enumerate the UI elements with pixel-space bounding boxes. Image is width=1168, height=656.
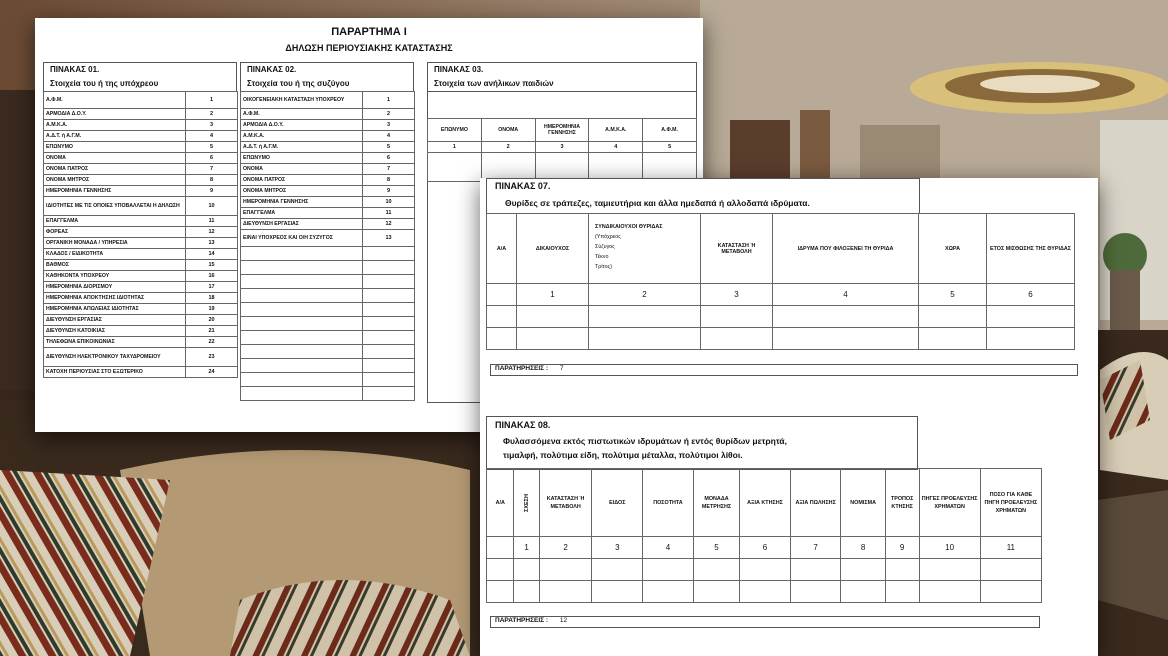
table-row [241,219,415,230]
table-row [241,186,415,197]
table01-row-label: ΟΝΟΜΑ ΠΑΤΡΟΣ [44,164,186,175]
table-row [241,120,415,131]
table02-row-label: Α.Μ.Κ.Α. [241,131,363,142]
table03-col-num: 3 [535,142,589,153]
table03-col-num: 1 [428,142,482,153]
table-row [44,227,238,238]
document-sheet-tables [480,178,1098,656]
table-row [44,142,238,153]
table03-code: ΠΙΝΑΚΑΣ 03. [434,65,484,74]
table07-coholder-sub: Τρίτος) [595,264,613,270]
table08-col-num: 1 [514,537,539,559]
table08-col-header: ΠΟΣΟ ΓΙΑ ΚΑΘΕ ΠΗΓΗ ΠΡΟΕΛΕΥΣΗΣ ΧΡΗΜΑΤΩΝ [980,469,1041,537]
table01-row-num: 9 [186,186,238,197]
table01-row-num: 10 [186,197,238,216]
table-row [44,92,238,109]
table01-row-label: ΗΜΕΡΟΜΗΝΙΑ ΑΠΟΚΤΗΣΗΣ ΙΔΙΟΤΗΤΑΣ [44,293,186,304]
table02-row-num: 2 [363,109,415,120]
table07-remarks-num: 7 [559,365,564,372]
table01-title: Στοιχεία του ή της υπόχρεου [50,79,159,88]
table02-row-num: 10 [363,197,415,208]
table-row [44,197,238,216]
table08-col-header: ΑΞΙΑ ΚΤΗΣΗΣ [740,469,791,537]
table02-row-label: ΗΜΕΡΟΜΗΝΙΑ ΓΕΝΝΗΣΗΣ [241,197,363,208]
table01-row-num: 23 [186,348,238,367]
table02-row-label: ΑΡΜΟΔΙΑ Δ.Ο.Υ. [241,120,363,131]
table02-row-num: 7 [363,164,415,175]
table02-row-label: Α.Φ.Μ. [241,109,363,120]
table03 [427,118,697,182]
table03-col-num: 5 [643,142,697,153]
table07-remarks-label: ΠΑΡΑΤΗΡΗΣΕΙΣ : [495,365,549,372]
table01-row-num: 24 [186,367,238,378]
table01-row-label: ΟΝΟΜΑ ΜΗΤΡΟΣ [44,175,186,186]
table01-row-label: ΙΔΙΟΤΗΤΕΣ ΜΕ ΤΙΣ ΟΠΟΙΕΣ ΥΠΟΒΑΛΛΕΤΑΙ Η ΔΗΛΩΣΗ [44,197,186,216]
table01-row-num: 11 [186,216,238,227]
table01-code: ΠΙΝΑΚΑΣ 01. [50,65,100,74]
table08 [486,468,1042,603]
table08-col-num: 8 [841,537,885,559]
table-row [241,109,415,120]
table01-row-num: 12 [186,227,238,238]
table01-row-label: ΕΠΑΓΓΕΛΜΑ [44,216,186,227]
table01-row-num: 21 [186,326,238,337]
table03-col-header: ΗΜΕΡΟΜΗΝΙΑ ΓΕΝΝΗΣΗΣ [535,119,589,142]
table08-col-num: 3 [592,537,643,559]
table03-col-header: Α.Φ.Μ. [643,119,697,142]
table01-row-label: Α.Μ.Κ.Α. [44,120,186,131]
table08-header [486,416,918,470]
table07-col-country: ΧΩΡΑ [919,214,987,284]
table-row [44,315,238,326]
table08-title-line1: Φυλασσόμενα εκτός πιστωτικών ιδρυμάτων ή εντός θυρίδων μετρητά, [503,436,788,446]
table-row [44,109,238,120]
table08-col-num: 10 [919,537,980,559]
table07-coholder-sub: Τέκνο [595,254,609,260]
document-title: ΠΑΡΑΡΤΗΜΑ Ι [331,26,407,38]
table01-row-label: ΟΡΓΑΝΙΚΗ ΜΟΝΑΔΑ / ΥΠΗΡΕΣΙΑ [44,238,186,249]
table07-col-num: 6 [987,284,1075,306]
table08-code: ΠΙΝΑΚΑΣ 08. [495,420,551,430]
table08-col-num: 4 [643,537,694,559]
table01-row-num: 14 [186,249,238,260]
document-subtitle: ΔΗΛΩΣΗ ΠΕΡΙΟΥΣΙΑΚΗΣ ΚΑΤΑΣΤΑΣΗΣ [285,43,453,53]
table02-row-num: 4 [363,131,415,142]
table-row [44,304,238,315]
table08-col-header: ΑΞΙΑ ΠΩΛΗΣΗΣ [790,469,841,537]
table02-block [240,62,414,401]
table01-header [43,62,237,91]
table01-block [43,62,237,378]
table07-col-holder: ΔΙΚΑΙΟΥΧΟΣ [517,214,589,284]
table-row [241,197,415,208]
table07-col-num: 2 [589,284,701,306]
table07-coholder-sub: (Υπόχρεος [595,234,621,240]
table-row [241,142,415,153]
table01-row-num: 22 [186,337,238,348]
table01-row-label: ΦΟΡΕΑΣ [44,227,186,238]
table01-row-num: 7 [186,164,238,175]
table02-row-num: 1 [363,92,415,109]
table02-row-label: ΟΝΟΜΑ ΜΗΤΡΟΣ [241,186,363,197]
table02-row-num: 9 [363,186,415,197]
table-row [44,282,238,293]
table08-remarks-label: ΠΑΡΑΤΗΡΗΣΕΙΣ : [495,617,549,624]
table01 [43,91,238,378]
table03-col-header: ΕΠΩΝΥΜΟ [428,119,482,142]
table01-row-label: ΔΙΕΥΘΥΝΣΗ ΗΛΕΚΤΡΟΝΙΚΟΥ ΤΑΧΥΔΡΟΜΕΙΟΥ [44,348,186,367]
table01-row-num: 13 [186,238,238,249]
table01-row-label: ΗΜΕΡΟΜΗΝΙΑ ΔΙΟΡΙΣΜΟΥ [44,282,186,293]
table02-row-label: ΔΙΕΥΘΥΝΣΗ ΕΡΓΑΣΙΑΣ [241,219,363,230]
table-row [241,92,415,109]
table08-col-header: ΠΗΓΕΣ ΠΡΟΕΛΕΥΣΗΣ ΧΡΗΜΑΤΩΝ [919,469,980,537]
table02-row-label: ΟΝΟΜΑ ΠΑΤΡΟΣ [241,175,363,186]
table02-row-label: ΟΙΚΟΓΕΝΕΙΑΚΗ ΚΑΤΑΣΤΑΣΗ ΥΠΟΧΡΕΟΥ [241,92,363,109]
table02-row-num: 11 [363,208,415,219]
table08-col-relation [514,469,539,537]
table-row [44,175,238,186]
table08-remarks [490,616,1040,628]
table01-row-num: 4 [186,131,238,142]
table08-col-header: ΕΙΔΟΣ [592,469,643,537]
table07 [486,213,1075,350]
table-row [44,153,238,164]
table08-col-num: 9 [885,537,919,559]
table08-col-num: 6 [740,537,791,559]
table02-row-num: 3 [363,120,415,131]
table07-col-lease-year: ΕΤΟΣ ΜΙΣΘΩΣΗΣ ΤΗΣ ΘΥΡΙΔΑΣ [987,214,1075,284]
table02-title: Στοιχεία του ή της συζύγου [247,79,350,88]
table02-header [240,62,414,91]
table01-row-num: 8 [186,175,238,186]
table07-code: ΠΙΝΑΚΑΣ 07. [495,181,551,191]
table-row [44,271,238,282]
table03-col-num: 2 [481,142,535,153]
table01-row-label: ΤΗΛΕΦΩΝΑ ΕΠΙΚΟΙΝΩΝΙΑΣ [44,337,186,348]
table01-row-label: ΑΡΜΟΔΙΑ Δ.Ο.Υ. [44,109,186,120]
table02-row-label: ΟΝΟΜΑ [241,164,363,175]
table07-coholders-label: ΣΥΝΔΙΚΑΙΟΥΧΟΙ ΘΥΡΙΔΑΣ [595,224,663,230]
table07-col-num: 4 [773,284,919,306]
table-row [44,186,238,197]
table07-coholder-sub: Σύζυγος [595,244,615,250]
table08-col-num: 7 [790,537,841,559]
table07-col-num: 5 [919,284,987,306]
table08-col-header: ΜΟΝΑΔΑ ΜΕΤΡΗΣΗΣ [693,469,739,537]
table-row [44,131,238,142]
table01-row-num: 18 [186,293,238,304]
table01-row-label: ΚΑΤΟΧΗ ΠΕΡΙΟΥΣΙΑΣ ΣΤΟ ΕΞΩΤΕΡΙΚΟ [44,367,186,378]
table01-row-label: ΟΝΟΜΑ [44,153,186,164]
table-row [44,348,238,367]
table01-row-num: 1 [186,92,238,109]
table-row [241,175,415,186]
table07-col-aa: Α/Α [487,214,517,284]
table-row [44,238,238,249]
table01-row-label: ΚΛΑΔΟΣ / ΕΙΔΙΚΟΤΗΤΑ [44,249,186,260]
table08-relation-label: ΣΧΕΣΗ [523,493,530,512]
table08-col-num: 5 [693,537,739,559]
table08-col-header: ΤΡΟΠΟΣ ΚΤΗΣΗΣ [885,469,919,537]
table-row [44,164,238,175]
table02-row-label: ΕΠΑΓΓΕΛΜΑ [241,208,363,219]
table01-row-label: ΚΑΘΗΚΟΝΤΑ ΥΠΟΧΡΕΟΥ [44,271,186,282]
table-row [44,260,238,271]
table08-col-header: ΠΟΣΟΤΗΤΑ [643,469,694,537]
table07-col-num: 3 [701,284,773,306]
table08-col-header: ΝΟΜΙΣΜΑ [841,469,885,537]
table-row [44,120,238,131]
table08-col-num: 11 [980,537,1041,559]
table01-row-label: ΔΙΕΥΘΥΝΣΗ ΚΑΤΟΙΚΙΑΣ [44,326,186,337]
table07-col-num: 1 [517,284,589,306]
table-row [44,367,238,378]
table02-row-num: 12 [363,219,415,230]
table02-code: ΠΙΝΑΚΑΣ 02. [247,65,297,74]
table-row [241,164,415,175]
table01-row-num: 5 [186,142,238,153]
table03-col-header: Α.Μ.Κ.Α. [589,119,643,142]
table01-row-label: ΒΑΘΜΟΣ [44,260,186,271]
table01-row-label: ΔΙΕΥΘΥΝΣΗ ΕΡΓΑΣΙΑΣ [44,315,186,326]
table02-row-label: Α.Δ.Τ. ή Α.Γ.Μ. [241,142,363,153]
table08-title-line2: τιμαλφή, πολύτιμα είδη, πολύτιμα μέταλλα, πολύτιμοι λίθοι. [503,450,743,460]
table-row [44,216,238,227]
table01-row-label: ΗΜΕΡΟΜΗΝΙΑ ΑΠΩΛΕΙΑΣ ΙΔΙΟΤΗΤΑΣ [44,304,186,315]
table03-col-header: ΟΝΟΜΑ [481,119,535,142]
table01-row-num: 2 [186,109,238,120]
table02 [240,91,415,401]
table08-col-num: 2 [539,537,592,559]
table07-col-coholders [589,214,701,284]
table02-row-num: 5 [363,142,415,153]
table08-col-header: ΚΑΤΑΣΤΑΣΗ Ή ΜΕΤΑΒΟΛΗ [539,469,592,537]
table01-row-num: 16 [186,271,238,282]
table03-title: Στοιχεία των ανήλικων παιδιών [434,79,554,88]
table07-col-status: ΚΑΤΑΣΤΑΣΗ Ή ΜΕΤΑΒΟΛΗ [701,214,773,284]
table01-row-label: ΗΜΕΡΟΜΗΝΙΑ ΓΕΝΝΗΣΗΣ [44,186,186,197]
table02-row-num: 8 [363,175,415,186]
table01-row-num: 3 [186,120,238,131]
table02-row-label: ΕΠΩΝΥΜΟ [241,153,363,164]
table07-col-institution: ΙΔΡΥΜΑ ΠΟΥ ΦΙΛΟΞΕΝΕΙ ΤΗ ΘΥΡΙΔΑ [773,214,919,284]
table01-row-num: 17 [186,282,238,293]
table02-row-label: ΕΙΝΑΙ ΥΠΟΧΡΕΟΣ ΚΑΙ Ο/Η ΣΥΖΥΓΟΣ [241,230,363,247]
table03-col-num: 4 [589,142,643,153]
table-row [44,337,238,348]
table-row [44,249,238,260]
table01-row-label: Α.Φ.Μ. [44,92,186,109]
table01-row-num: 6 [186,153,238,164]
table01-row-num: 20 [186,315,238,326]
table02-row-num: 13 [363,230,415,247]
table-row [241,208,415,219]
table01-row-label: Α.Δ.Τ. ή Α.Γ.Μ. [44,131,186,142]
table03-header [427,62,697,91]
table-row [44,293,238,304]
table01-row-label: ΕΠΩΝΥΜΟ [44,142,186,153]
table-row [241,153,415,164]
table01-row-num: 19 [186,304,238,315]
table07-title: Θυρίδες σε τράπεζες, ταμιευτήρια και άλλα ημεδαπά ή αλλοδαπά ιδρύματα. [505,198,810,208]
table-row [241,230,415,247]
table08-remarks-num: 12 [559,617,568,624]
table02-row-num: 6 [363,153,415,164]
table08-col-aa: Α/Α [487,469,514,537]
table-row [44,326,238,337]
table-row [241,131,415,142]
table01-row-num: 15 [186,260,238,271]
table07-header [486,178,920,214]
table07-remarks [490,364,1078,376]
